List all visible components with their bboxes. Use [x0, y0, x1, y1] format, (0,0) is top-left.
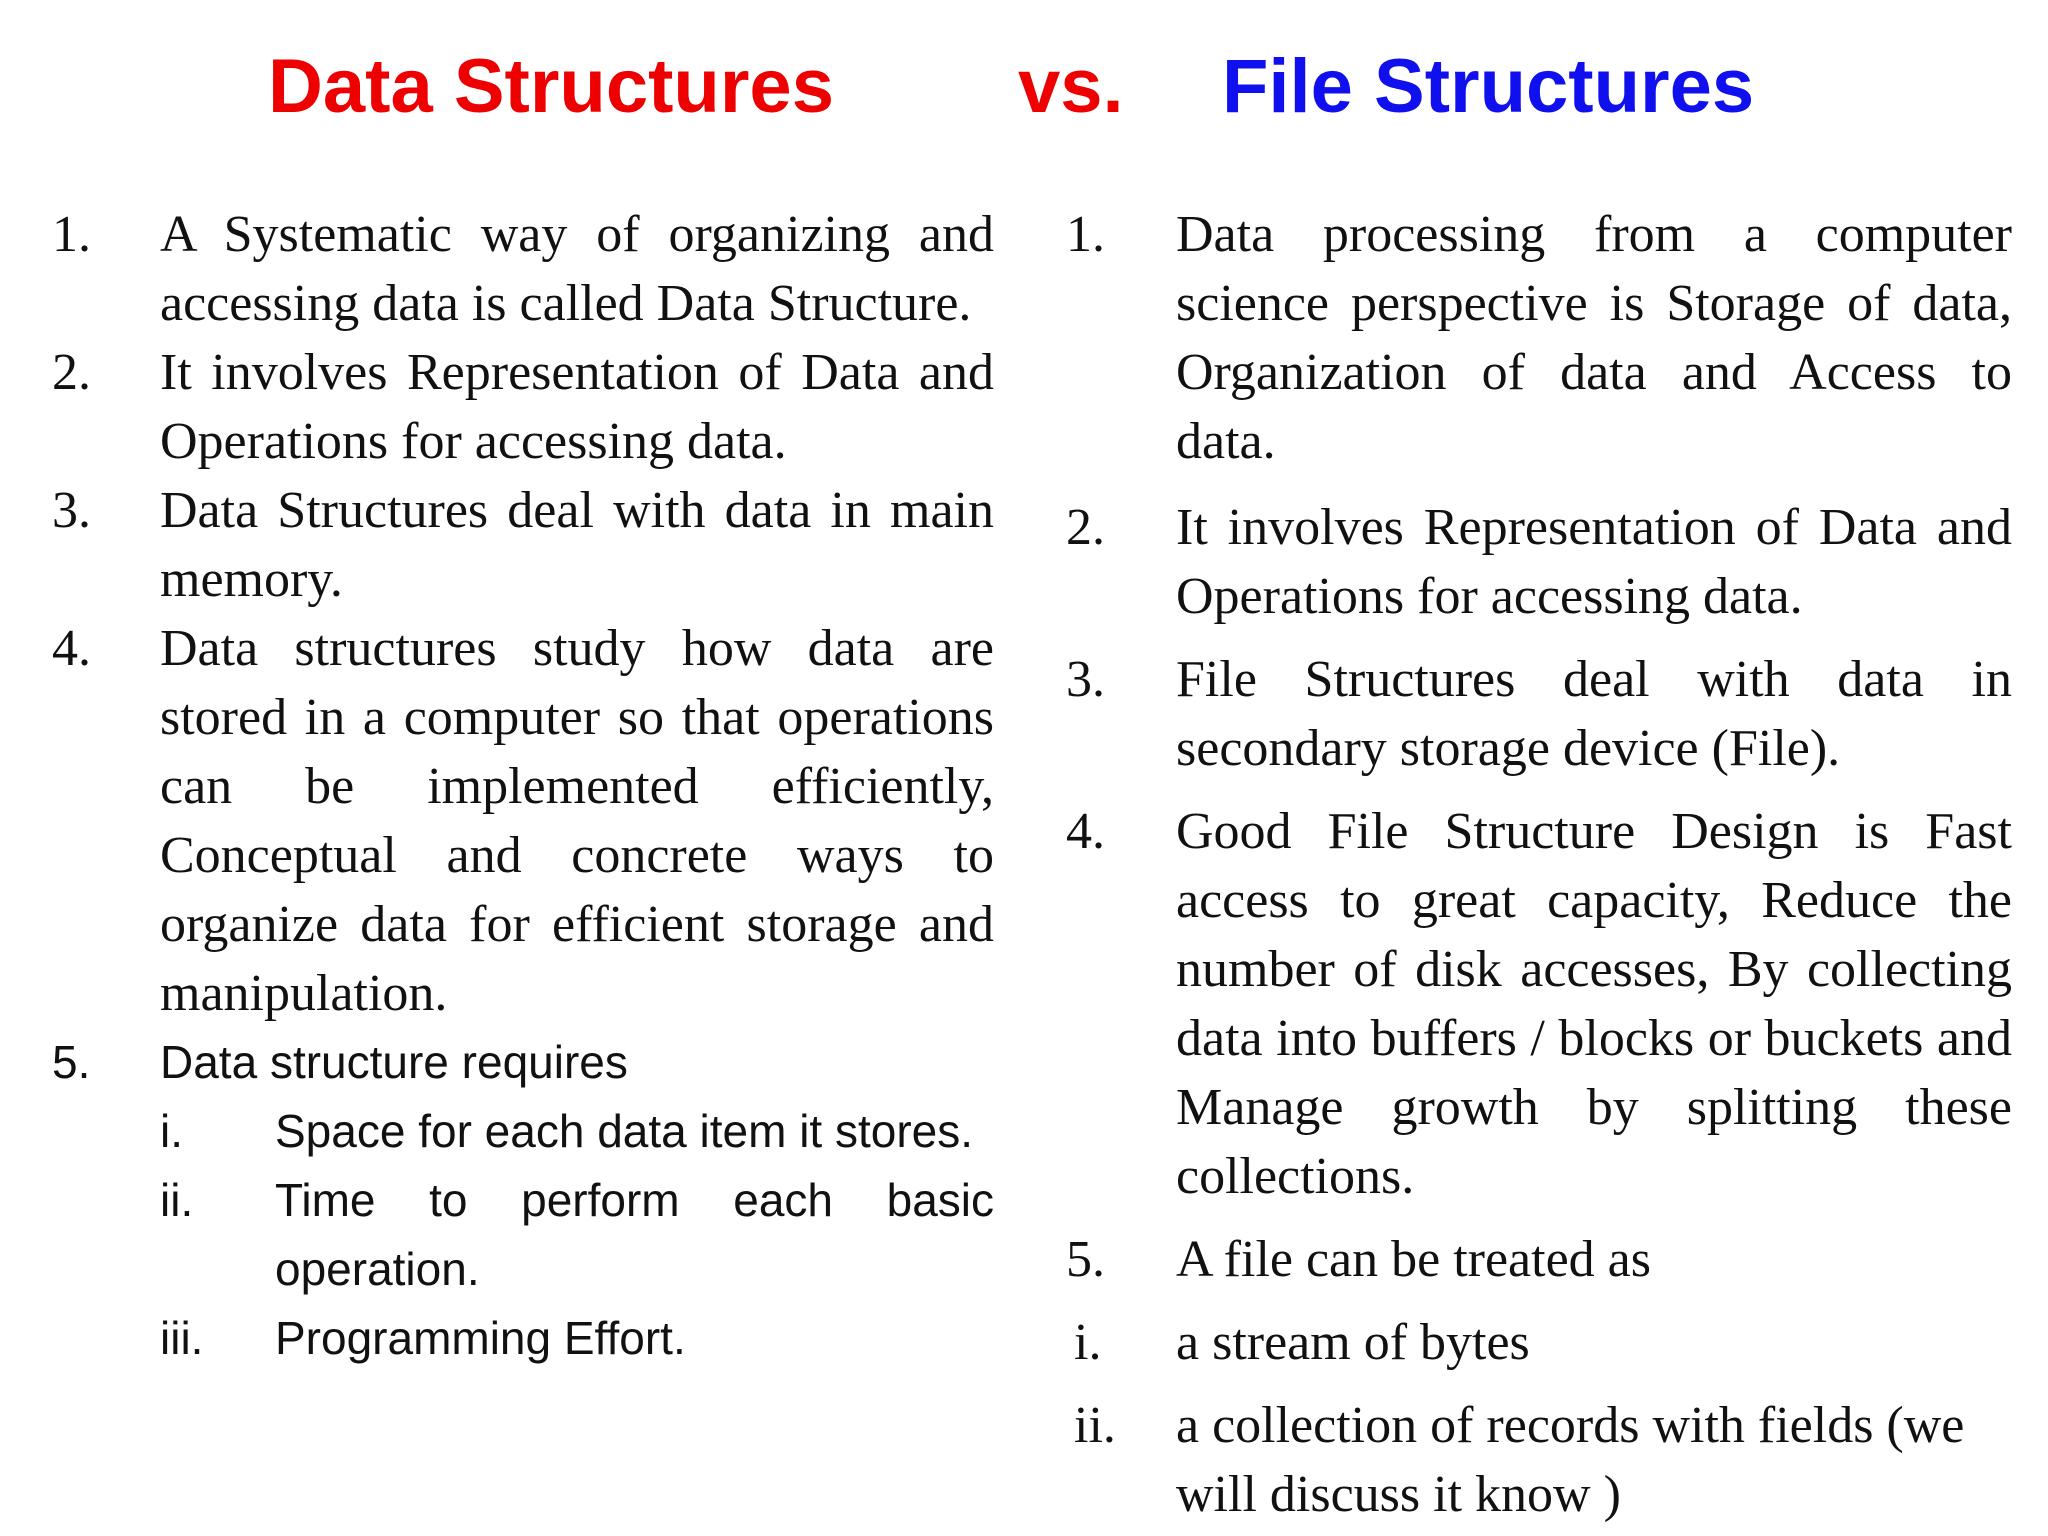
subitem-number: i.	[160, 1105, 183, 1157]
title-vs: vs.	[1018, 44, 1124, 129]
item-text: Good File Structure Design is Fast access to great capacity, Reduce the number of disk accesses, By collecting data into buffers / blocks or buckets and Manage growth by splitting these collections.	[1176, 803, 2012, 1205]
list-item	[52, 200, 994, 338]
list-item	[1066, 1225, 2012, 1294]
list-item	[52, 1028, 994, 1373]
data-structures-column	[52, 200, 994, 1373]
subitem-text-content: a stream of bytes	[1176, 1314, 1530, 1371]
item-number: 5.	[1066, 1231, 1105, 1288]
item-text: Data Structures deal with data in main memory.	[160, 482, 994, 608]
item-text: Data processing from a computer science perspective is Storage of data, Organization of data and Access to data.	[1176, 206, 2012, 470]
list-item	[52, 476, 994, 614]
sub-list-item	[160, 1166, 994, 1304]
item-number: 2.	[52, 344, 91, 401]
item-text: File Structures deal with data in secondary storage device (File).	[1176, 651, 2012, 777]
slide-title	[0, 42, 2048, 132]
item-number: 2.	[1066, 499, 1105, 556]
item-number: 3.	[52, 482, 91, 539]
subitem-text: Space for each data item it stores.	[275, 1105, 974, 1157]
subitem-number: iii.	[160, 1312, 204, 1364]
subitem-text	[1176, 1308, 2012, 1377]
subitem-text: Time to perform each basic operation.	[275, 1174, 994, 1295]
list-item	[1066, 645, 2012, 783]
item-text: It involves Representation of Data and Operations for accessing data.	[160, 344, 994, 470]
item-text: A file can be treated as	[1176, 1231, 1651, 1288]
item-text: A Systematic way of organizing and accessing data is called Data Structure.	[160, 206, 994, 332]
sub-list-item	[160, 1097, 994, 1166]
sub-list-item	[1066, 1308, 2012, 1377]
list-item	[52, 614, 994, 1028]
sub-list	[1066, 1308, 2012, 1529]
item-number: 4.	[1066, 803, 1105, 860]
item-number: 5.	[52, 1036, 91, 1088]
list-item	[1066, 493, 2012, 631]
subitem-number: i.	[1074, 1314, 1102, 1371]
subitem-number: ii.	[160, 1174, 194, 1226]
subitem-number: ii.	[1074, 1397, 1116, 1454]
item-number: 3.	[1066, 651, 1105, 708]
title-file-structures: File Structures	[1222, 44, 1755, 129]
title-data-structures: Data Structures	[268, 44, 834, 129]
subitem-text: Programming Effort.	[275, 1312, 686, 1364]
sub-list-item	[1066, 1391, 2012, 1529]
item-text: Data structures study how data are stored in a computer so that operations can be implemented efficiently, Conceptual and concrete ways to organize data for efficient storage and manipulation.	[160, 620, 994, 1022]
sub-list-item	[160, 1304, 994, 1373]
list-item	[1066, 200, 2012, 476]
item-number: 1.	[52, 206, 91, 263]
item-number: 1.	[1066, 206, 1105, 263]
item-number: 4.	[52, 620, 91, 677]
file-structures-column	[1066, 200, 2012, 1529]
subitem-text: a collection of records with fields (we will discuss it know )	[1176, 1397, 1965, 1523]
item-text: Data structure requires	[160, 1036, 628, 1088]
list-item	[52, 338, 994, 476]
item-text: It involves Representation of Data and Operations for accessing data.	[1176, 499, 2012, 625]
list-item	[1066, 797, 2012, 1211]
